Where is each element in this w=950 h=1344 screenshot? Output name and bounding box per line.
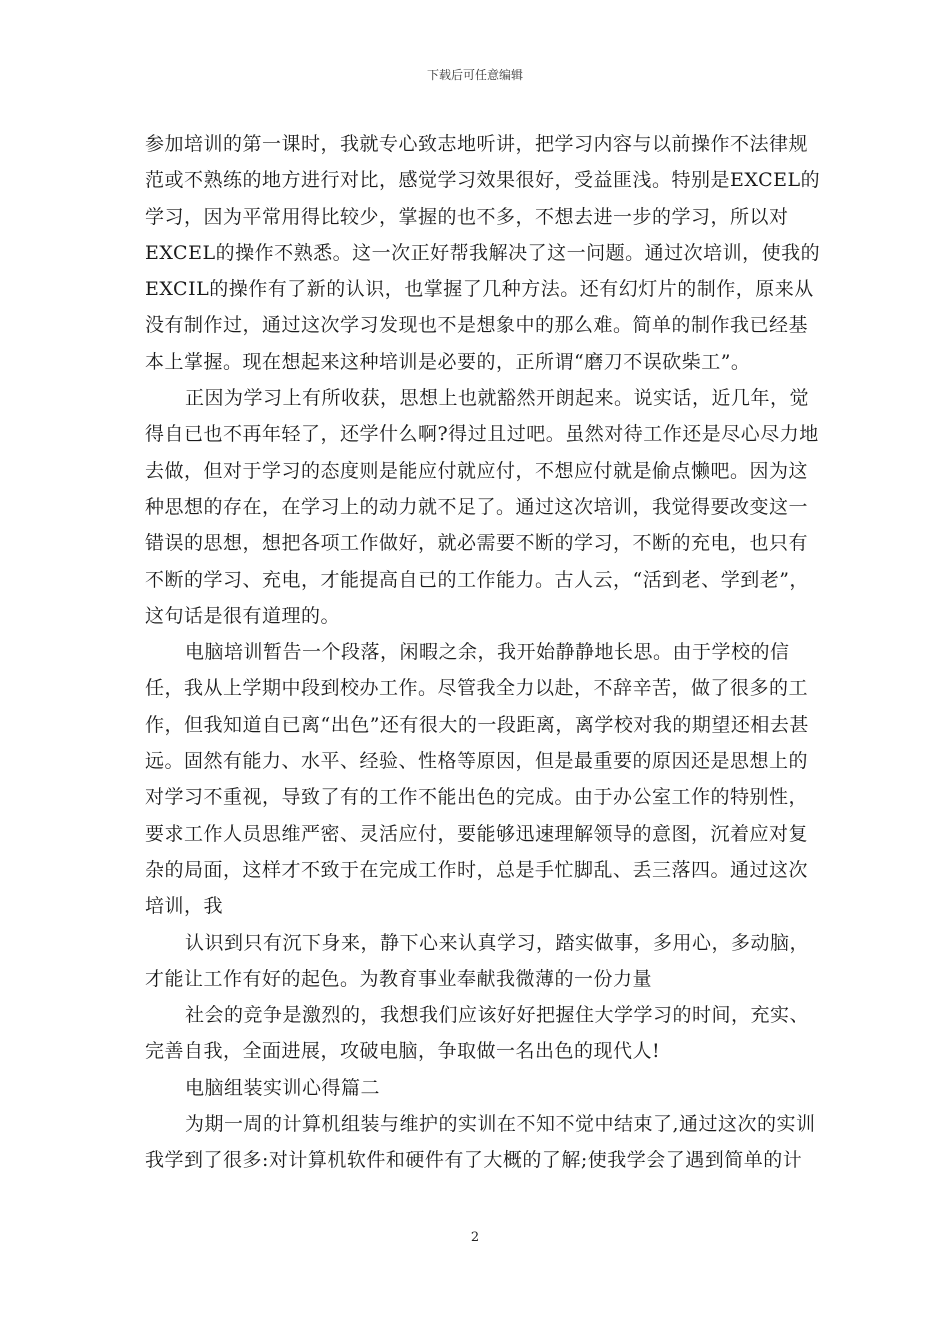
page-number: 2 <box>470 1230 480 1245</box>
paragraph-5: 社会的竞争是激烈的，我想我们应该好好把握住大学学习的时间，充实、完善自我，全面进展，攻破电脑，争取做一名出色的现代人! <box>145 1004 810 1063</box>
paragraph-1: 参加培训的第一课时，我就专心致志地听讲，把学习内容与以前操作不法律规范或不熟练的地方进行对比，感觉学习效果很好，受益匪浅。特别是EXCEL的学习，因为平常用得比较少，掌握的也不多，不想去进一步的学习，所以对EXCEL的操作不熟悉。这一次正好帮我解决了这一问题。通过次培训，使我的EXCIL的操作有了新的认识，也掌握了几种方法。还有幻灯片的制作，原来从没有制作过，通过这次学习发现也不是想象中的那么难。简单的制作我已经基本上掌握。现在想起来这种培训是必要的，正所谓“磨刀不误砍柴工”。 <box>145 133 821 373</box>
page-header: 下载后可任意编辑 <box>426 68 523 82</box>
section-heading: 电脑组装实训心得篇二 <box>185 1076 381 1099</box>
paragraph-2: 正因为学习上有所收获，思想上也就豁然开朗起来。说实话，近几年，觉得自已也不再年轻了，还学什么啊?得过且过吧。虽然对待工作还是尽心尽力地去做，但对于学习的态度则是能应付就应付，不想应付就是偷点懒吧。因为这种思想的存在，在学习上的动力就不足了。通过这次培训，我觉得要改变这一错误的思想，想把各项工作做好，就必需要不断的学习，不断的充电，也只有不断的学习、充电，才能提高自已的工作能力。古人云，“活到老、学到老”，这句话是很有道理的。 <box>145 387 819 627</box>
paragraph-4: 认识到只有沉下身来，静下心来认真学习，踏实做事，多用心，多动脑，才能让工作有好的起色。为教育事业奉献我微薄的一份力量 <box>145 931 810 990</box>
paragraph-3: 电脑培训暂告一个段落，闲暇之余，我开始静静地长思。由于学校的信任，我从上学期中段到校办工作。尽管我全力以赴，不辞辛苦，做了很多的工作，但我知道自已离“出色”还有很大的一段距离，离学校对我的期望还相去甚远。固然有能力、水平、经验、性格等原因，但是最重要的原因还是思想上的对学习不重视，导致了有的工作不能出色的完成。由于办公室工作的特别性，要求工作人员思维严密、灵活应付，要能够迅速理解领导的意图，沉着应对复杂的局面，这样才不致于在完成工作时，总是手忙脚乱、丢三落四。通过这次培训，我 <box>145 641 809 918</box>
document-body <box>145 126 825 1179</box>
paragraph-7: 为期一周的计算机组装与维护的实训在不知不觉中结束了,通过这次的实训我学到了很多:对计算机软件和硬件有了大概的了解;使我学会了遇到简单的计 <box>145 1113 816 1172</box>
